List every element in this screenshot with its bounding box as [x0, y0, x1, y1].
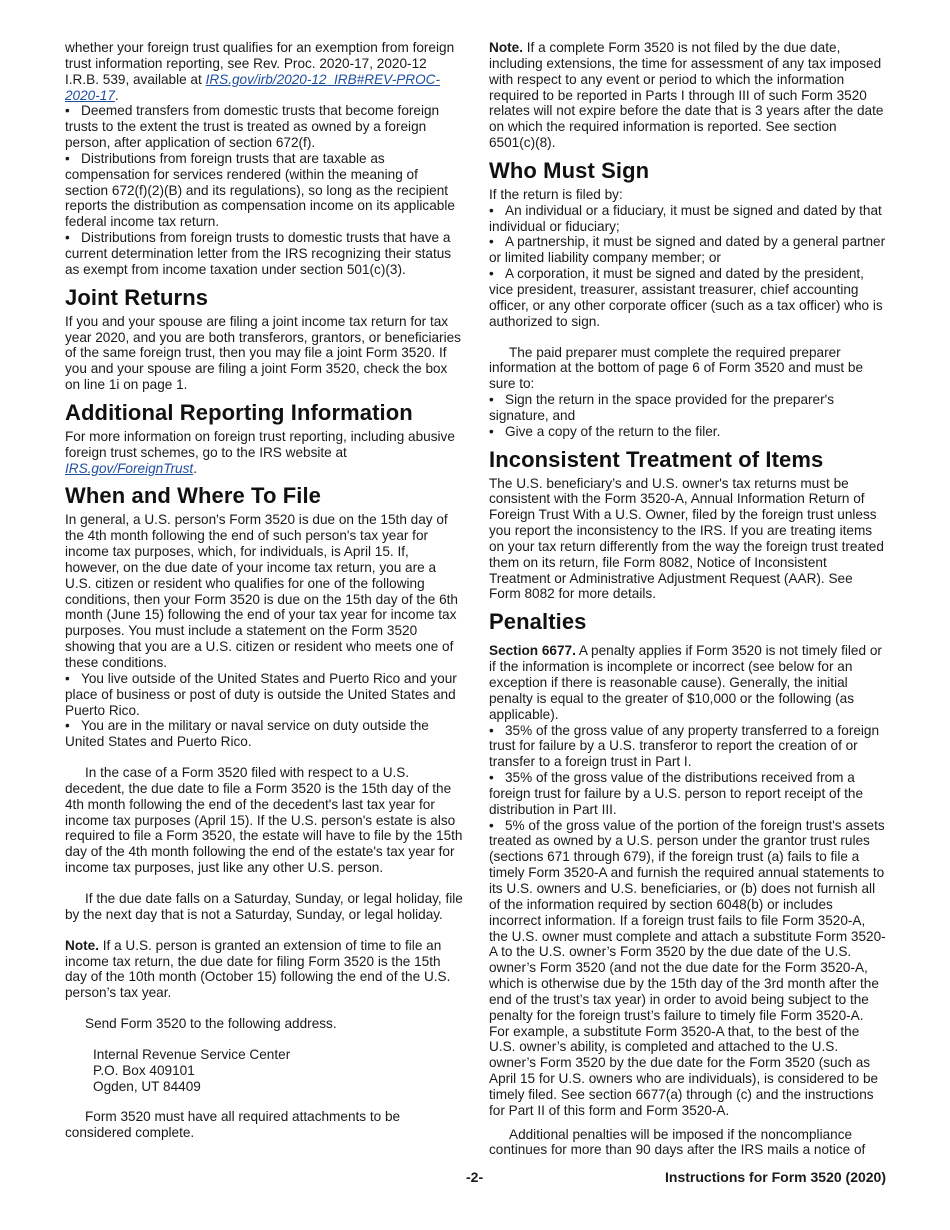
joint-returns-text: If you and your spouse are filing a joint income tax return for tax year 2020, and you are both transferors, grantors, or beneficiaries of the same foreign trust, then you may file a joint Form 3520. If you and your spouse are filing a joint Form 3520, check the box on line 1i on page 1.	[65, 313, 461, 393]
bullet-item: • 35% of the gross value of the distributions received from a foreign trust for failure by a U.S. person to report receipt of the distribution in Part III.	[489, 770, 864, 817]
additional-reporting-heading: Additional Reporting Information	[65, 399, 413, 425]
mailing-address	[65, 1047, 463, 1095]
who-must-sign-heading: Who Must Sign	[489, 157, 650, 183]
attachments-paragraph: Form 3520 must have all required attachments to be considered complete.	[65, 1109, 401, 1141]
inconsistent-treatment-text: The U.S. beneficiary’s and U.S. owner's tax returns must be consistent with the Form 3520-A, Annual Information Return of Foreign Trust With a U.S. Owner, filed by the foreign trust unless you report the inconsistency to the IRS. If you are treating items on your tax return differently from the way the foreign trust treated them on its return, file Form 8082, Notice of Inconsistent Treatment or Administrative Adjustment Request (AAR). See Form 8082 for more details.	[489, 475, 884, 602]
extension-note: Note. If a U.S. person is granted an extension of time to file an income tax return, the due date for filing Form 3520 is the 15th day of the 10th month (October 15) following the end of the U.S. person’s tax year.	[65, 937, 451, 1001]
bullet-item: • You are in the military or naval service on duty outside the United States and Puerto Rico.	[65, 718, 429, 750]
bullet-item: • A partnership, it must be signed and dated by a general partner or limited liability company member; or	[489, 234, 886, 266]
bullet-item: • An individual or a fiduciary, it must be signed and dated by that individual or fiduciary;	[489, 202, 882, 234]
bullet-item: • 5% of the gross value of the portion of the foreign trust's assets treated as owned by a U.S. person under the grantor trust rules (sections 671 through 679), if the foreign trust (a) fails to file a timely Form 3520-A and furnish the required annual statements to its U.S. owners and U.S. beneficiaries, or (b) does not furnish all of the information required by section 6048(b) or includes incorrect information. If a foreign trust fails to file Form 3520-A, the U.S. owner must complete and attach a substitute Form 3520-A to the U.S. owner’s Form 3520 by the due date of the U.S. owner’s Form 3520 (and not the due date for the Form 3520-A, which is otherwise due by the 15th day of the 3rd month after the end of the trust’s tax year) in order to avoid being subject to the penalty for the foreign trust’s failure to timely file Form 3520-A. For example, a substitute Form 3520-A that, to the best of the U.S. owner’s ability, is completed and attached to the U.S. owner’s Form 3520 by the due date for the Form 3520 (such as April 15 for U.S. owners who are individuals), is considered to be timely filed. See section 6677(a) through (c) and the instructions for Part II of this form and Form 3520-A.	[489, 817, 886, 1118]
additional-penalties-paragraph: Additional penalties will be imposed if the noncompliance continues for more than 90 days after the IRS mails a notice of	[489, 1126, 866, 1158]
inconsistent-treatment-heading: Inconsistent Treatment of Items	[489, 446, 824, 472]
bullet-item: • Give a copy of the return to the filer.	[489, 423, 721, 439]
decedent-paragraph: In the case of a Form 3520 filed with respect to a U.S. decedent, the due date to file a Form 3520 is the 15th day of the 4th month following the end of the decedent's last tax year for income tax purposes (April 15). If the U.S. person's estate is also required to file a Form 3520, the estate will have to file by the 15th day of the 4th month following the end of the estate's tax year for income tax purposes, just like any other U.S. person.	[65, 765, 463, 876]
address-line: Ogden, UT 84409	[93, 1078, 201, 1094]
penalties-heading: Penalties	[489, 609, 587, 635]
left-column	[65, 40, 463, 1141]
bullet-item: • You live outside of the United States and Puerto Rico and your place of business or post of duty is outside the United States and Puerto Rico.	[65, 670, 457, 718]
foreign-trust-link[interactable]: IRS.gov/ForeignTrust	[65, 460, 194, 476]
bullet-item: • Distributions from foreign trusts that are taxable as compensation for services rendered (within the meaning of section 672(f)(2)(B) and its regulations), so long as the recipient reports the distribution as compensation income on its applicable federal income tax return.	[65, 150, 455, 230]
address-line: P.O. Box 409101	[93, 1062, 195, 1078]
document-title: Instructions for Form 3520 (2020)	[665, 1169, 886, 1185]
when-where-heading: When and Where To File	[65, 483, 322, 509]
rev-proc-link[interactable]: IRS.gov/irb/2020-12_IRB#REV-PROC-2020-17	[65, 71, 441, 103]
when-where-text: In general, a U.S. person's Form 3520 is due on the 15th day of the 4th month following the end of such person's tax year for income tax purposes, which, for individuals, is April 15. If, however, on the due date of your income tax return, you are a U.S. citizen or resident who qualifies for one of the following conditions, then your Form 3520 is due on the 15th day of the 6th month (June 15) following the end of your tax year for income tax purposes. You must include a statement on the Form 3520 showing that you are a U.S. citizen or resident who meets one of these conditions.	[65, 512, 458, 670]
assessment-note: Note. If a complete Form 3520 is not filed by the due date, including extensions, the time for assessment of any tax imposed with respect to any event or period to which the information required to be reported in Parts I through III of such Form 3520 relates will not expire before the date that is 3 years after the date on which the required information is reported. See section 6501(c)(8).	[489, 40, 884, 151]
sign-intro: If the return is filed by:	[489, 186, 623, 202]
intro-paragraph: whether your foreign trust qualifies for an exemption from foreign trust information reporting, see Rev. Proc. 2020-17, 2020-12 I.R.B. 539, available at IRS.gov/irb/2020-12_IRB#REV-PROC-2020-17.	[65, 40, 455, 103]
holiday-paragraph: If the due date falls on a Saturday, Sunday, or legal holiday, file by the next day that is not a Saturday, Sunday, or legal holiday.	[65, 890, 463, 922]
additional-reporting-text: For more information on foreign trust reporting, including abusive foreign trust schemes, go to the IRS website at IRS.gov/ForeignTrust.	[65, 428, 455, 476]
bullet-item: • 35% of the gross value of any property transferred to a foreign trust for failure by a U.S. transferor to report the creation of or transfer to a foreign trust in Part I.	[489, 722, 880, 770]
right-column	[489, 40, 886, 1158]
bullet-item: • A corporation, it must be signed and dated by the president, vice president, treasurer, assistant treasurer, chief accounting officer, or any other corporate officer (such as a tax officer) who is authorized to sign.	[489, 266, 883, 329]
address-line: Internal Revenue Service Center	[93, 1046, 291, 1062]
page-number: -2-	[466, 1169, 484, 1185]
send-instruction: Send Form 3520 to the following address.	[85, 1016, 337, 1032]
preparer-paragraph: The paid preparer must complete the required preparer information at the bottom of page 6 of Form 3520 and must be sure to:	[489, 344, 864, 392]
bullet-item: • Deemed transfers from domestic trusts that become foreign trusts to the extent the trust is treated as owned by a foreign person, after application of section 672(f).	[65, 103, 440, 151]
bullet-item: • Distributions from foreign trusts to domestic trusts that have a current determination letter from the IRS recognizing their status as exempt from income taxation under section 501(c)(3).	[65, 230, 452, 277]
section-6677-paragraph: Section 6677. A penalty applies if Form 3520 is not timely filed or if the information is incomplete or incorrect (see below for an exception if there is reasonable cause). Generally, the initial penalty is equal to the greater of $10,000 or the following (as applicable).	[489, 643, 882, 722]
bullet-item: • Sign the return in the space provided for the preparer's signature, and	[489, 392, 835, 423]
joint-returns-heading: Joint Returns	[65, 284, 209, 310]
